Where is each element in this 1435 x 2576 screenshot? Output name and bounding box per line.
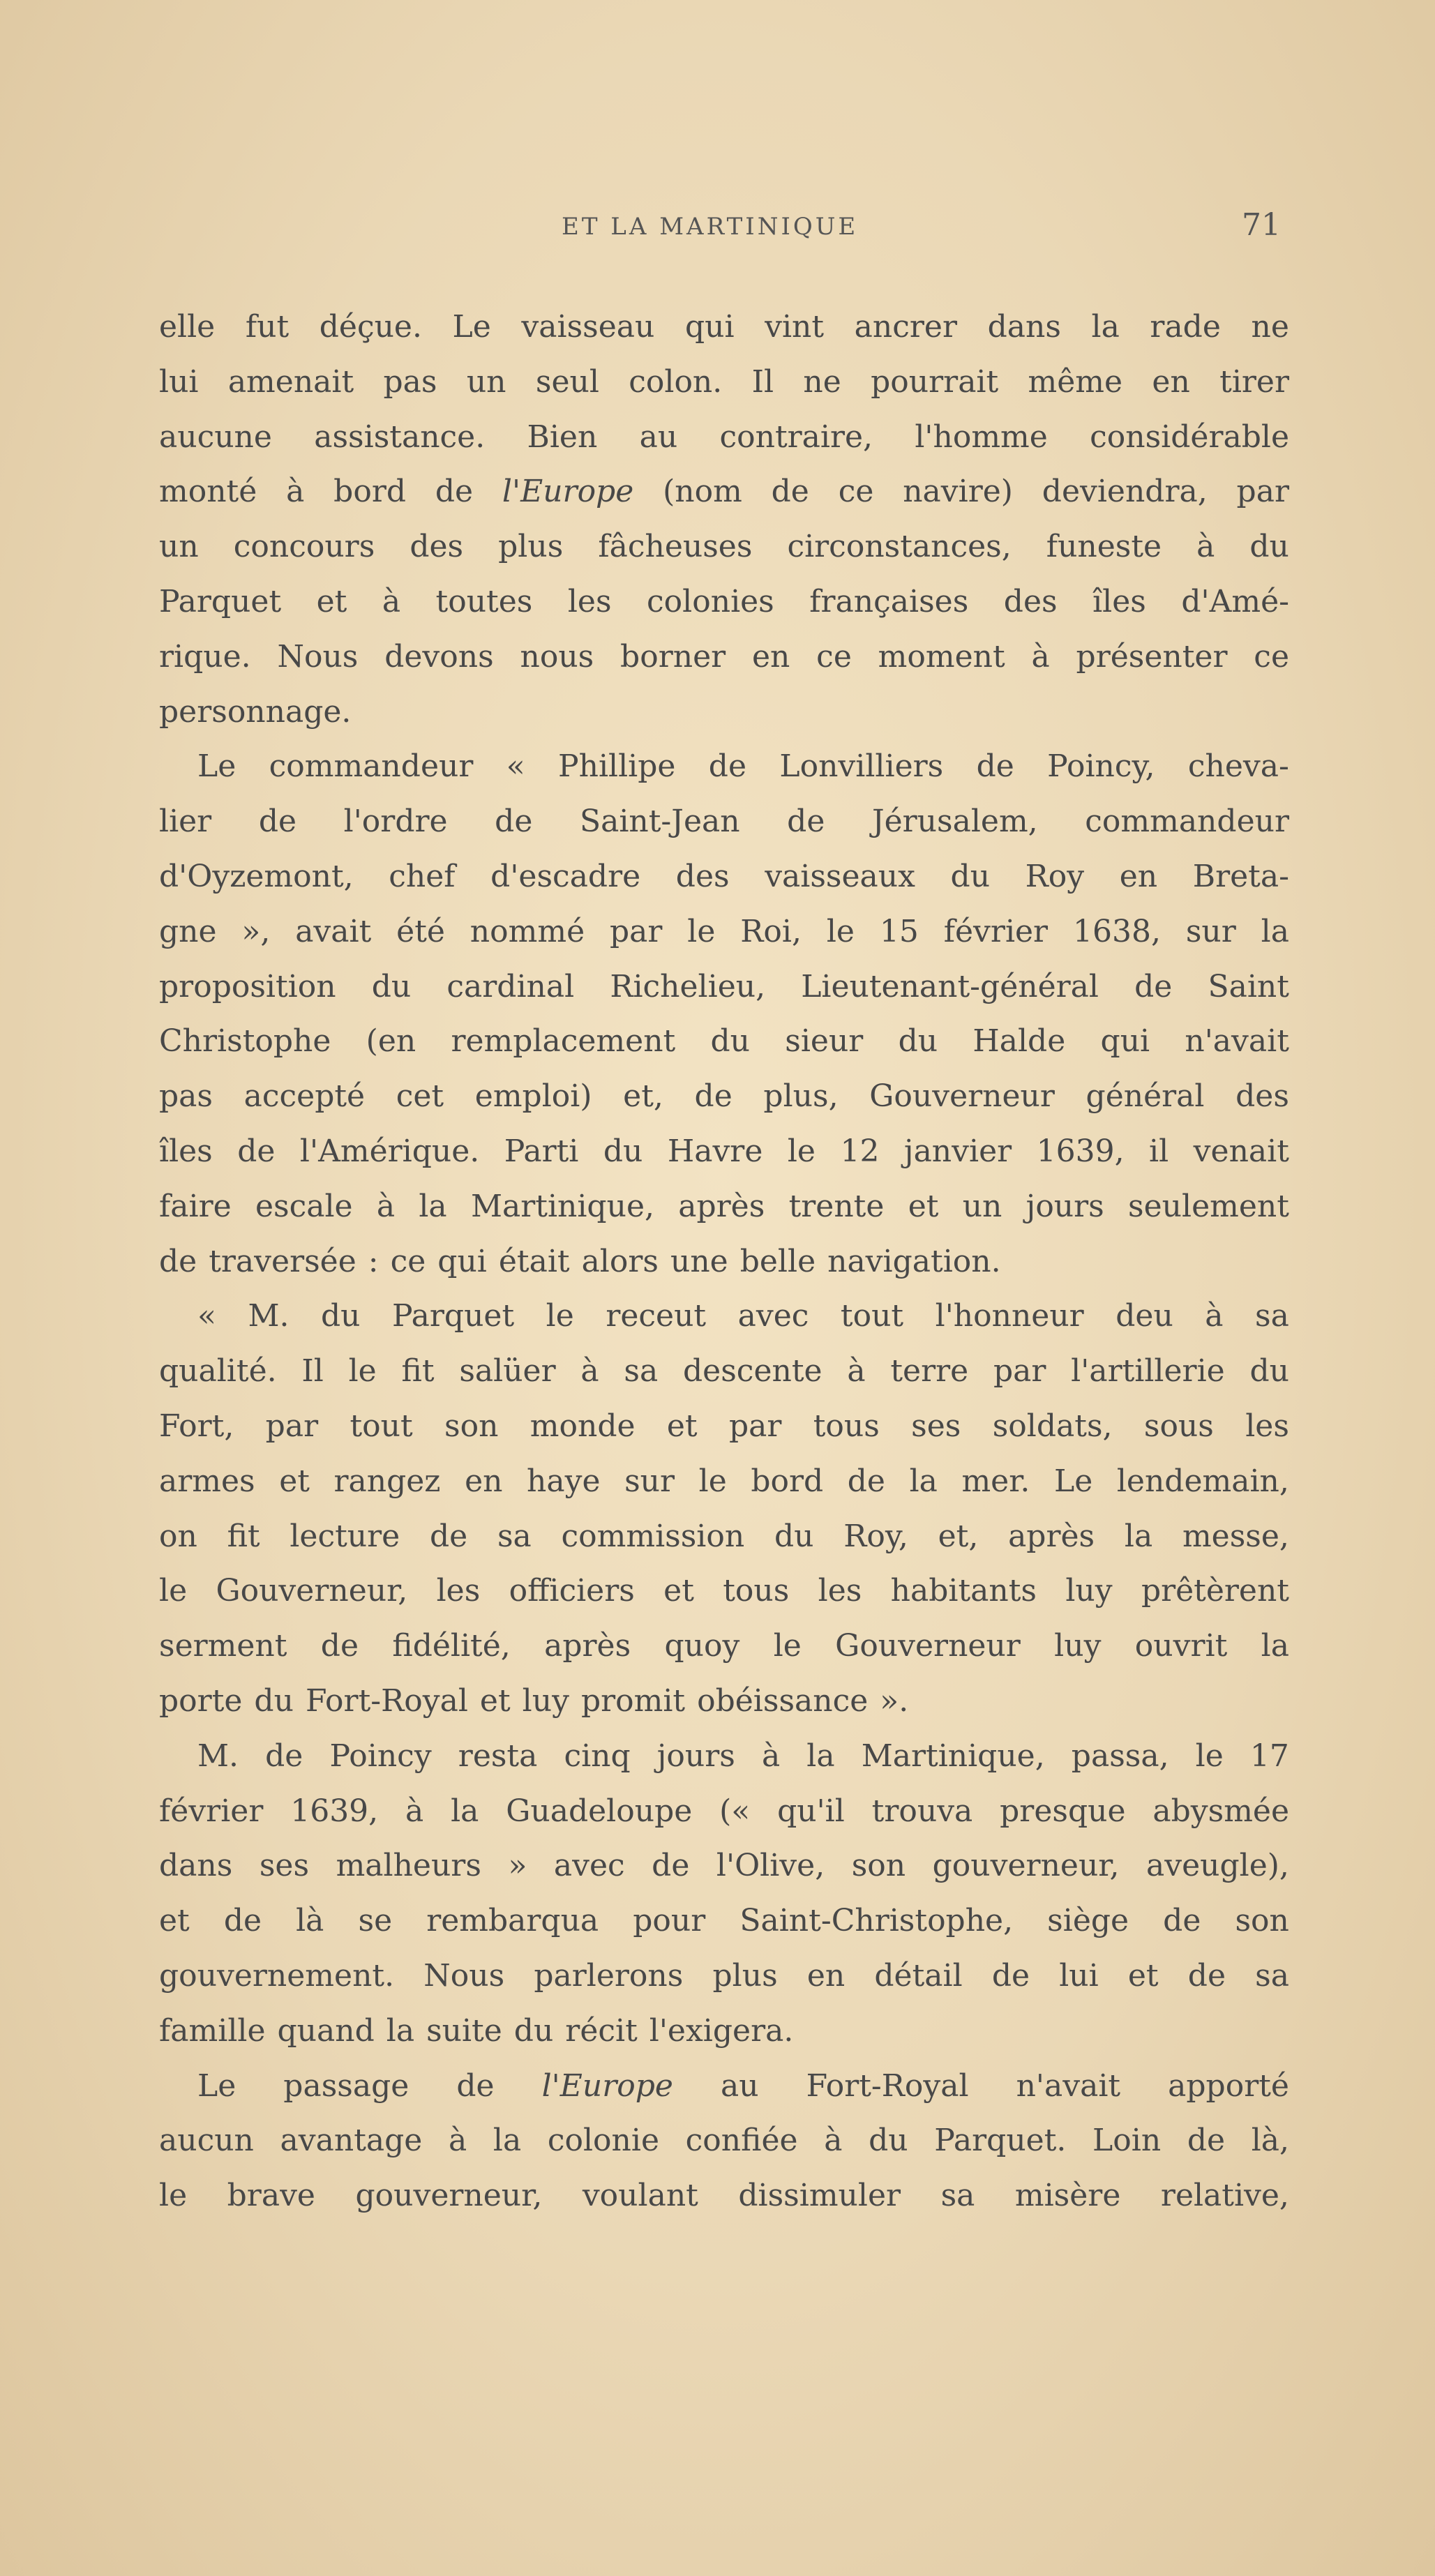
text-line: dans ses malheurs » avec de l'Olive, son gouverneur, aveugle), xyxy=(159,1848,1289,1884)
text-line: un concours des plus fâcheuses circonstances, funeste à du xyxy=(159,529,1289,565)
text-line: gouvernement. Nous parlerons plus en détail de lui et de sa xyxy=(159,1957,1289,1994)
text-line: monté à bord de l'Europe (nom de ce navire) deviendra, par xyxy=(159,474,1289,510)
text-line: lui amenait pas un seul colon. Il ne pourrait même en tirer xyxy=(159,363,1289,400)
text-line: gne », avait été nommé par le Roi, le 15 février 1638, sur la xyxy=(159,913,1289,949)
text-line: serment de fidélité, après quoy le Gouverneur luy ouvrit la xyxy=(159,1628,1289,1664)
text-line: Fort, par tout son monde et par tous ses soldats, sous les xyxy=(159,1408,1289,1444)
text-line: personnage. xyxy=(159,693,352,730)
text-line: février 1639, à la Guadeloupe (« qu'il trouva presque abysmée xyxy=(159,1793,1289,1829)
text-line: proposition du cardinal Richelieu, Lieutenant-général de Saint xyxy=(159,968,1289,1004)
text-line: d'Oyzemont, chef d'escadre des vaisseaux du Roy en Breta- xyxy=(159,858,1289,894)
text-line: on fit lecture de sa commission du Roy, et, après la messe, xyxy=(159,1518,1289,1554)
running-title: ET LA MARTINIQUE xyxy=(562,213,859,241)
text-line: le brave gouverneur, voulant dissimuler sa misère relative, xyxy=(159,2178,1289,2214)
text-line: Le commandeur « Phillipe de Lonvilliers de Poincy, cheva- xyxy=(197,748,1289,785)
text-line: îles de l'Amérique. Parti du Havre le 12 janvier 1639, il venait xyxy=(159,1133,1289,1169)
text-line: famille quand la suite du récit l'exigera. xyxy=(159,2012,794,2049)
body-text xyxy=(159,300,1289,2224)
text-line: faire escale à la Martinique, après trente et un jours seulement xyxy=(159,1188,1289,1224)
page-number: 71 xyxy=(1242,207,1281,243)
text-line: de traversée : ce qui était alors une belle navigation. xyxy=(159,1243,1001,1279)
text-line: lier de l'ordre de Saint-Jean de Jérusalem, commandeur xyxy=(159,804,1289,840)
text-line: armes et rangez en haye sur le bord de la mer. Le lendemain, xyxy=(159,1463,1289,1499)
text-line: pas accepté cet emploi) et, de plus, Gouverneur général des xyxy=(159,1078,1289,1115)
text-line: rique. Nous devons nous borner en ce moment à présenter ce xyxy=(159,638,1289,675)
text-line: Parquet et à toutes les colonies françaises des îles d'Amé- xyxy=(159,583,1289,619)
text-line: et de là se rembarqua pour Saint-Christophe, siège de son xyxy=(159,1903,1289,1939)
text-line: M. de Poincy resta cinq jours à la Martinique, passa, le 17 xyxy=(197,1738,1289,1774)
text-line: qualité. Il le fit salüer à sa descente à terre par l'artillerie du xyxy=(159,1353,1289,1389)
text-line: le Gouverneur, les officiers et tous les habitants luy prêtèrent xyxy=(159,1573,1289,1609)
text-line: aucun avantage à la colonie confiée à du Parquet. Loin de là, xyxy=(159,2123,1289,2159)
text-line: porte du Fort-Royal et luy promit obéissance ». xyxy=(159,1682,909,1719)
text-line: Christophe (en remplacement du sieur du Halde qui n'avait xyxy=(159,1023,1289,1060)
text-line: elle fut déçue. Le vaisseau qui vint ancrer dans la rade ne xyxy=(159,309,1289,345)
text-line: Le passage de l'Europe au Fort-Royal n'avait apporté xyxy=(197,2067,1289,2104)
text-line: « M. du Parquet le receut avec tout l'honneur deu à sa xyxy=(197,1298,1289,1334)
page-header xyxy=(0,207,1435,255)
text-line: aucune assistance. Bien au contraire, l'homme considérable xyxy=(159,419,1289,455)
